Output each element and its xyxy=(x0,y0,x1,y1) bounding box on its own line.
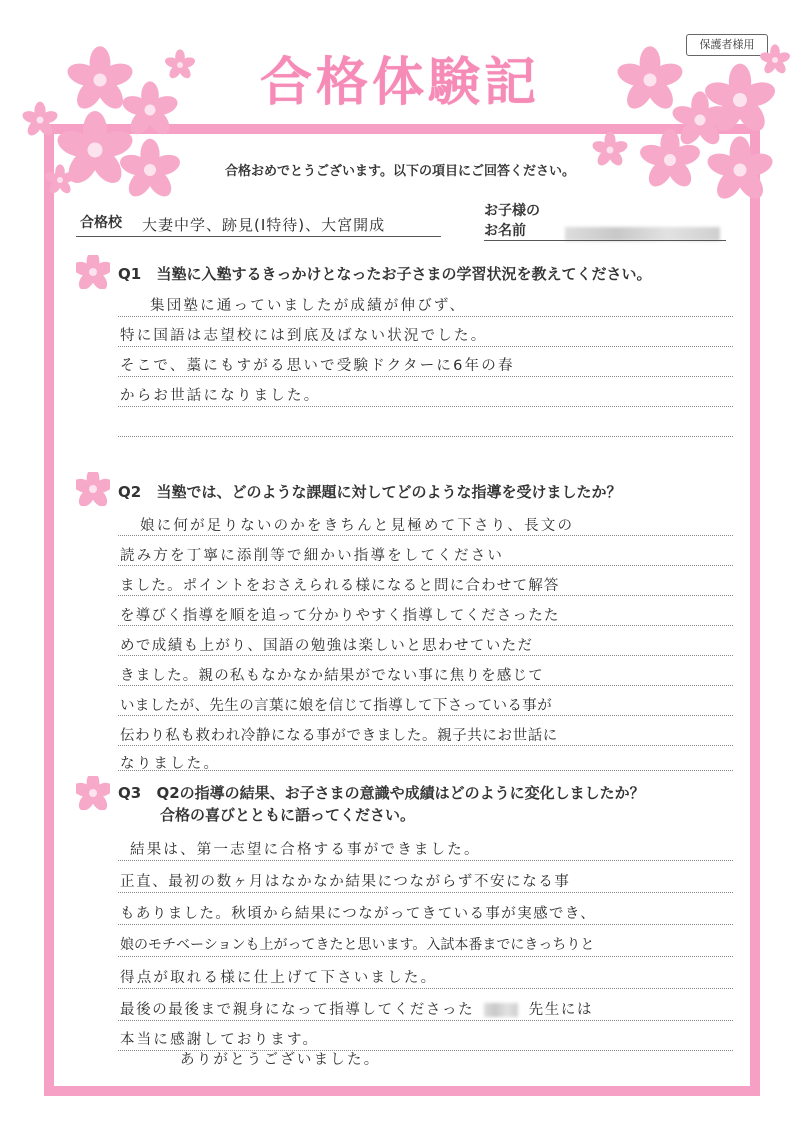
child-name-underline xyxy=(484,240,726,241)
q2-answer-line: いましたが、先生の言葉に娘を信じて指導して下さっている事が xyxy=(120,698,553,714)
q1-answer-line: そこで、藁にもすがる思いで受験ドクターに6年の春 xyxy=(120,358,515,374)
q3-answer-line: ありがとうございました。 xyxy=(180,1052,381,1068)
q2-answer-line: ました。ポイントをおさえられる様になると問に合わせて解答 xyxy=(120,578,560,594)
q2-answer-line: めで成績も上がり、国語の勉強は楽しいと思わせていただ xyxy=(120,638,534,654)
q2-rule xyxy=(118,715,733,716)
q2-number: Q2 xyxy=(118,483,142,501)
q2-rule xyxy=(118,745,733,746)
q1-rule-1 xyxy=(118,316,733,317)
child-label-line2: お名前 xyxy=(484,223,526,239)
child-label-line1: お子様の xyxy=(484,203,540,219)
q3-rule xyxy=(118,924,733,925)
q3-answer-line: 娘のモチベーションも上がってきたと思います。入試本番までにきっちりと xyxy=(120,937,595,953)
q2-answer-line: なりました。 xyxy=(120,756,221,772)
school-value: 大妻中学、跡見(Ⅰ特待)、大宮開成 xyxy=(142,216,386,234)
q1-rule-5 xyxy=(118,436,733,437)
q3-answer-line-6-suffix: 先生には xyxy=(528,1002,594,1018)
q1-rule-2 xyxy=(118,346,733,347)
q1-number: Q1 xyxy=(118,265,142,283)
q3-rule xyxy=(118,988,733,989)
q3-text: Q2の指導の結果、お子さまの意識や成績はどのように変化しましたか？ xyxy=(156,784,645,802)
q1-answer-line: からお世話になりました。 xyxy=(120,388,321,404)
q3-answer-line: 結果は、第一志望に合格する事ができました。 xyxy=(130,842,481,858)
q2-text: 当塾では、どのような課題に対してどのような指導を受けましたか？ xyxy=(156,483,622,501)
q3-answer-line: 得点が取れる様に仕上げて下さいました。 xyxy=(120,970,438,986)
q3-rule xyxy=(118,860,733,861)
q2-rule xyxy=(118,655,733,656)
q1-rule-3 xyxy=(118,376,733,377)
q3-answer-line: 本当に感謝しております。 xyxy=(120,1032,320,1048)
q1-text: 当塾に入塾するきっかけとなったお子さまの学習状況を教えてください。 xyxy=(156,265,652,283)
q3-rule xyxy=(118,1020,733,1021)
q3-heading xyxy=(118,782,645,803)
q2-answer-line: きました。親の私もなかなか結果がでない事に焦りを感じて xyxy=(120,668,544,684)
q3-blossom-icon xyxy=(76,776,110,810)
q2-answer-line: を導びく指導を順を追って分かりやすく指導してくださったた xyxy=(120,608,560,624)
q3-answer-line: 正直、最初の数ヶ月はなかなか結果につながらず不安になる事 xyxy=(120,874,571,890)
q1-blossom-icon xyxy=(76,255,110,289)
q2-rule xyxy=(118,625,733,626)
q2-rule xyxy=(118,565,733,566)
q3-answer-line: もありました。秋頃から結果につながってきている事が実感でき、 xyxy=(120,906,597,922)
teacher-name-redacted xyxy=(484,1003,518,1017)
q3-text-line2: 合格の喜びとともに語ってください。 xyxy=(160,806,416,824)
q3-answer-line xyxy=(120,998,593,1019)
page-title: 合格体験記 xyxy=(259,52,540,113)
school-label: 合格校 xyxy=(80,215,122,231)
intro-text: 合格おめでとうございます。以下の項目にご回答ください。 xyxy=(225,164,575,179)
q2-answer-line: 娘に何が足りないのかをきちんと見極めて下さり、長文の xyxy=(140,518,575,534)
q2-blossom-icon xyxy=(76,472,110,506)
q2-rule xyxy=(118,595,733,596)
q2-rule xyxy=(118,685,733,686)
q1-heading xyxy=(118,263,651,284)
q2-answer-line: 読み方を丁寧に添削等で細かい指導をしてください xyxy=(120,548,505,564)
q1-answer-line: 特に国語は志望校には到底及ばない状況でした。 xyxy=(120,328,488,344)
school-underline xyxy=(76,236,441,237)
q2-rule xyxy=(118,535,733,536)
q3-number: Q3 xyxy=(118,784,142,802)
q2-heading xyxy=(118,481,621,502)
q1-rule-4 xyxy=(118,406,733,407)
q1-answer-line: 集団塾に通っていましたが成績が伸びず、 xyxy=(150,298,467,314)
q3-answer-line-6-text: 最後の最後まで親身になって指導してくださった xyxy=(120,1002,475,1018)
q3-rule xyxy=(118,956,733,957)
q3-rule xyxy=(118,892,733,893)
q2-answer-line: 伝わり私も救われ冷静になる事ができました。親子共にお世話に xyxy=(120,728,558,744)
audience-badge: 保護者様用 xyxy=(686,34,768,56)
